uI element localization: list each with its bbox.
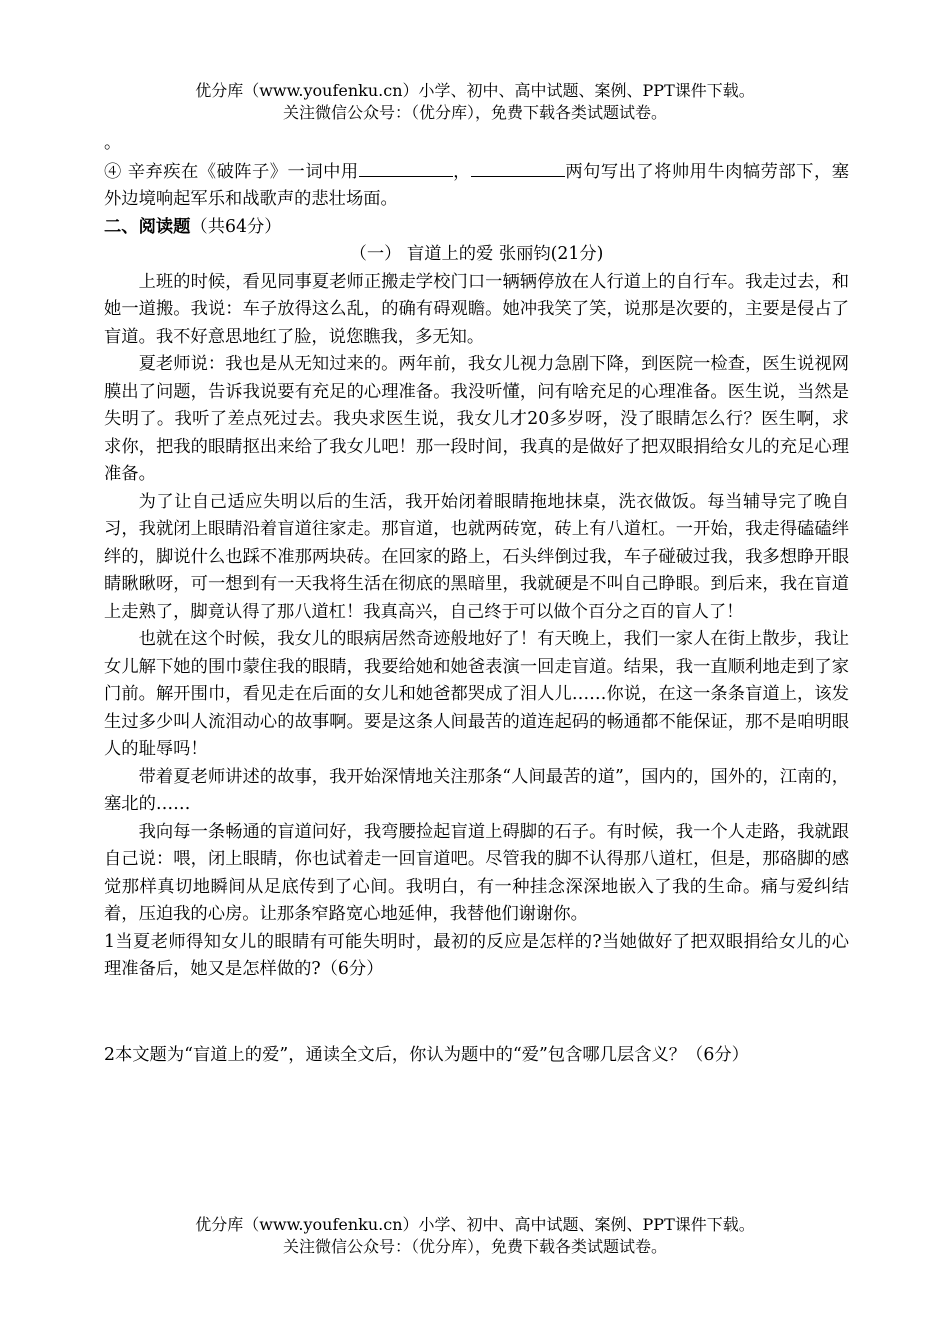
- question-4: [104, 158, 849, 214]
- article-paragraph: 我向每一条畅通的盲道问好，我弯腰捡起盲道上碍脚的石子。有时候，我一个人走路，我就跟自己说：喂，闭上眼睛，你也试着走一回盲道吧。尽管我的脚不认得那八道杠，但是，那硌脚的感觉那样真切地瞬间从足底传到了心间。我明白，有一种挂念深深地嵌入了我的生命。痛与爱纠结着，压迫我的心房。让那条窄路宽心地延伸，我替他们谢谢你。: [104, 821, 849, 924]
- article-paragraph: 带着夏老师讲述的故事，我开始深情地关注那条“人间最苦的道”，国内的，国外的，江南的，塞北的……: [104, 766, 849, 814]
- footer-line-2: 关注微信公众号：（优分库），免费下载各类试题试卷。: [282, 1237, 667, 1256]
- footer-line-1: 优分库（www.youfenku.cn）小学、初中、高中试题、案例、PPT课件下载。: [195, 1215, 755, 1234]
- header-line-1: 优分库（www.youfenku.cn）小学、初中、高中试题、案例、PPT课件下载。: [195, 81, 755, 100]
- page-footer: [0, 1214, 950, 1258]
- page-header: [0, 80, 950, 124]
- answer-blank-1[interactable]: [359, 158, 453, 177]
- question-2: 2本文题为“盲道上的爱”，通读全文后，你认为题中的“爱”包含哪几层含义？（6分）: [104, 1044, 749, 1065]
- section-2-label: 二、阅读题: [104, 216, 191, 237]
- article-heading: （一） 盲道上的爱 张丽钧(21分): [349, 244, 604, 264]
- answer-blank-2[interactable]: [471, 158, 565, 177]
- article-paragraph: 也就在这个时候，我女儿的眼病居然奇迹般地好了！有天晚上，我们一家人在街上散步，我让女儿解下她的围巾蒙住我的眼睛，我要给她和她爸表演一回走盲道。结果，我一直顺利地走到了家门前。解开围巾，看见走在后面的女儿和她爸都哭成了泪人儿……你说，在这一条条盲道上，该发生过多少叫人流泪动心的故事啊。要是这条人间最苦的道连起码的畅通都不能保证，那不是咱明眼人的耻辱吗！: [104, 629, 849, 759]
- question-4-part-1: ④ 辛弃疾在《破阵子》一词中用: [104, 161, 359, 182]
- article-paragraph: 上班的时候，看见同事夏老师正搬走学校门口一辆辆停放在人行道上的自行车。我走过去，和她一道搬。我说：车子放得这么乱，的确有碍观瞻。她冲我笑了笑，说那是次要的，主要是侵占了盲道。我不好意思地红了脸，说您瞧我，多无知。: [104, 271, 849, 347]
- section-2-title: [104, 214, 849, 242]
- section-2-score: （共64分）: [190, 216, 282, 237]
- article-paragraph: 为了让自己适应失明以后的生活，我开始闭着眼睛拖地抹桌，洗衣做饭。每当辅导完了晚自习，我就闭上眼睛沿着盲道往家走。那盲道，也就两砖宽，砖上有八道杠。一开始，我走得磕磕绊绊的，脚说什么也踩不准那两块砖。在回家的路上，石头绊倒过我，车子碰破过我，我多想睁开眼睛瞅瞅呀，可一想到有一天我将生活在彻底的黑暗里，我就硬是不叫自己睁眼。到后来，我在盲道上走熟了，脚竟认得了那八道杠！我真高兴，自己终于可以做个百分之百的盲人了！: [104, 491, 849, 622]
- question-4-part-2: 两句写出了将帅用牛肉犒劳部下，塞外边境响起军乐和战歌声的悲壮场面。: [104, 161, 849, 209]
- answer-space-1[interactable]: [104, 984, 849, 1042]
- question-1: 1当夏老师得知女儿的眼睛有可能失明时，最初的反应是怎样的?当她做好了把双眼捐给女儿的心理准备后，她又是怎样做的?（6分）: [104, 931, 849, 979]
- article-paragraph: 夏老师说：我也是从无知过来的。两年前，我女儿视力急剧下降，到医院一检查，医生说视网膜出了问题，告诉我说要有充足的心理准备。我没听懂，问有啥充足的心理准备。医生说，当然是失明了。我听了差点死过去。我央求医生说，我女儿才20多岁呀，没了眼睛怎么行？医生啊，求求你，把我的眼睛抠出来给了我女儿吧！那一段时间，我真的是做好了把双眼捐给女儿的充足心理准备。: [104, 354, 849, 484]
- top-fragment: 。: [104, 133, 122, 153]
- header-line-2: 关注微信公众号：（优分库），免费下载各类试题试卷。: [282, 103, 667, 122]
- question-4-separator: ，: [452, 161, 471, 182]
- page-content: [104, 130, 849, 1069]
